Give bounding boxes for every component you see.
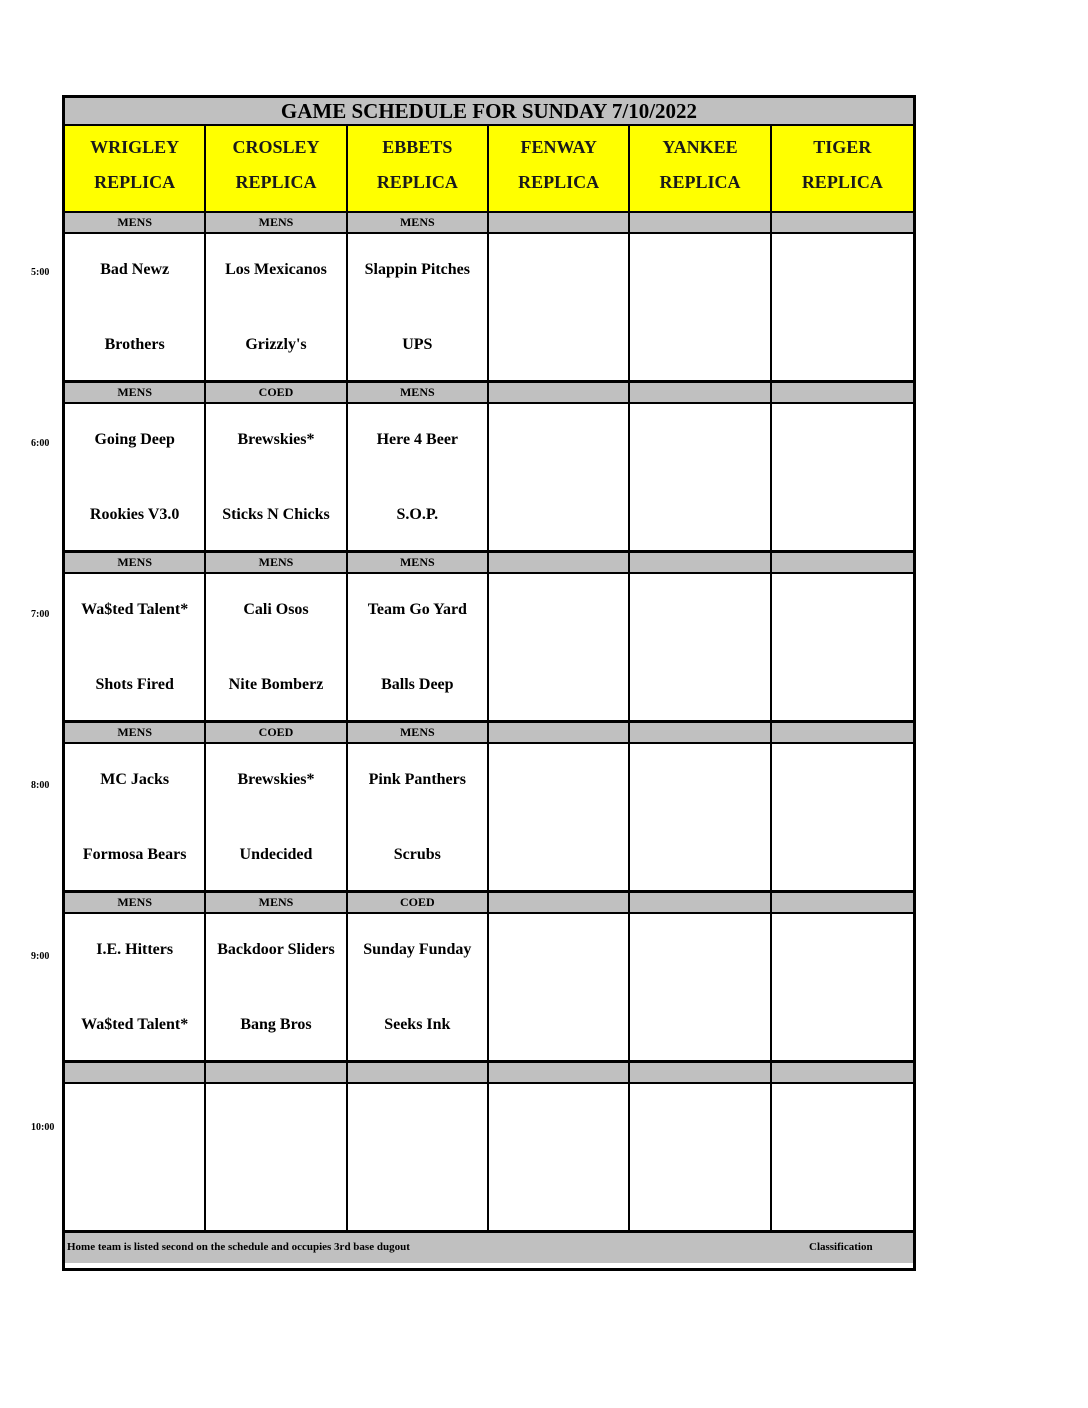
footer-note: Home team is listed second on the schedule and occupies 3rd base dugout <box>67 1241 410 1253</box>
home-team: Brothers <box>104 336 165 353</box>
time-label: 10:00 <box>31 1122 55 1133</box>
game-cell <box>489 1084 630 1233</box>
classification-cell <box>630 553 771 574</box>
classification-cell <box>772 1063 913 1084</box>
schedule-grid <box>65 98 913 1268</box>
game-cell <box>206 574 347 723</box>
game-cell <box>65 574 206 723</box>
game-cell <box>65 744 206 893</box>
away-team: Team Go Yard <box>367 601 467 618</box>
away-team: Pink Panthers <box>368 771 466 788</box>
away-team: Cali Osos <box>243 601 309 618</box>
game-cell <box>206 234 347 383</box>
time-label: 5:00 <box>31 267 50 278</box>
classification-cell: MENS <box>348 213 489 234</box>
field-name: CROSLEY <box>232 137 320 157</box>
away-team: Slappin Pitches <box>364 261 470 278</box>
classification-cell: MENS <box>65 553 206 574</box>
field-subtitle: REPLICA <box>659 172 741 192</box>
home-team: Nite Bomberz <box>228 676 324 693</box>
away-team: Bad Newz <box>100 261 170 278</box>
classification-cell: MENS <box>65 383 206 404</box>
field-header <box>206 126 347 213</box>
classification-cell <box>348 1063 489 1084</box>
game-cell <box>206 404 347 553</box>
field-subtitle: REPLICA <box>801 172 883 192</box>
schedule-title: GAME SCHEDULE FOR SUNDAY 7/10/2022 <box>65 98 913 126</box>
away-team: Wa$ted Talent* <box>81 601 189 618</box>
classification-cell <box>630 1063 771 1084</box>
field-name: FENWAY <box>520 137 597 157</box>
field-subtitle: REPLICA <box>94 172 176 192</box>
game-cell <box>772 1084 913 1233</box>
game-cell <box>206 744 347 893</box>
classification-cell <box>489 383 630 404</box>
game-cell <box>630 1084 771 1233</box>
field-name: EBBETS <box>382 137 453 157</box>
game-cell <box>65 404 206 553</box>
game-cell <box>348 744 489 893</box>
home-team: Seeks Ink <box>384 1016 451 1033</box>
field-subtitle: REPLICA <box>518 172 600 192</box>
game-cell <box>489 914 630 1063</box>
classification-cell <box>630 383 771 404</box>
game-cell <box>489 404 630 553</box>
classification-cell <box>630 723 771 744</box>
game-cell <box>772 744 913 893</box>
home-team: Grizzly's <box>245 336 307 353</box>
time-label: 9:00 <box>31 951 50 962</box>
classification-cell: MENS <box>206 553 347 574</box>
field-name: WRIGLEY <box>90 137 180 157</box>
away-team: I.E. Hitters <box>96 941 174 958</box>
game-cell <box>206 1084 347 1233</box>
home-team: Scrubs <box>393 846 441 863</box>
field-header <box>489 126 630 213</box>
classification-cell: COED <box>348 893 489 914</box>
game-cell <box>348 914 489 1063</box>
game-cell <box>348 404 489 553</box>
game-cell <box>630 744 771 893</box>
game-cell <box>630 914 771 1063</box>
game-cell <box>65 914 206 1063</box>
home-team: Shots Fired <box>95 676 174 693</box>
classification-cell: COED <box>206 383 347 404</box>
classification-cell <box>630 213 771 234</box>
classification-cell: MENS <box>206 893 347 914</box>
game-cell <box>348 1084 489 1233</box>
classification-cell: COED <box>206 723 347 744</box>
home-team: Rookies V3.0 <box>89 506 180 523</box>
game-cell <box>348 234 489 383</box>
game-cell <box>772 574 913 723</box>
game-cell <box>206 914 347 1063</box>
game-cell <box>348 574 489 723</box>
game-cell <box>65 1084 206 1233</box>
classification-cell <box>489 1063 630 1084</box>
classification-cell: MENS <box>348 723 489 744</box>
home-team: Formosa Bears <box>82 846 187 863</box>
away-team: Here 4 Beer <box>376 431 459 448</box>
classification-cell <box>489 553 630 574</box>
classification-cell <box>489 893 630 914</box>
schedule-sheet <box>62 95 916 1271</box>
classification-cell: MENS <box>348 383 489 404</box>
field-name: TIGER <box>813 137 872 157</box>
home-team: UPS <box>402 336 433 353</box>
home-team: Undecided <box>239 846 313 863</box>
time-label: 8:00 <box>31 780 50 791</box>
classification-cell <box>772 553 913 574</box>
classification-cell <box>65 1063 206 1084</box>
field-header <box>348 126 489 213</box>
field-header <box>772 126 913 213</box>
classification-cell: MENS <box>65 213 206 234</box>
classification-cell <box>772 723 913 744</box>
game-cell <box>630 574 771 723</box>
away-team: Brewskies* <box>237 771 315 788</box>
classification-cell: MENS <box>65 723 206 744</box>
time-label: 6:00 <box>31 438 50 449</box>
footer-legend: Classification <box>809 1241 873 1253</box>
classification-cell: MENS <box>206 213 347 234</box>
home-team: Bang Bros <box>240 1016 312 1033</box>
game-cell <box>772 404 913 553</box>
game-cell <box>630 404 771 553</box>
classification-cell <box>630 893 771 914</box>
classification-cell <box>772 213 913 234</box>
classification-cell: MENS <box>348 553 489 574</box>
away-team: Going Deep <box>94 431 175 448</box>
away-team: Backdoor Sliders <box>217 941 335 958</box>
home-team: Balls Deep <box>381 676 454 693</box>
classification-cell <box>489 213 630 234</box>
game-cell <box>630 234 771 383</box>
time-label: 7:00 <box>31 609 50 620</box>
field-header <box>630 126 771 213</box>
home-team: S.O.P. <box>396 506 439 523</box>
home-team: Wa$ted Talent* <box>81 1016 189 1033</box>
field-subtitle: REPLICA <box>376 172 458 192</box>
game-cell <box>772 914 913 1063</box>
classification-cell <box>206 1063 347 1084</box>
game-cell <box>772 234 913 383</box>
game-cell <box>489 744 630 893</box>
field-header <box>65 126 206 213</box>
away-team: Brewskies* <box>237 431 315 448</box>
away-team: Los Mexicanos <box>225 261 327 278</box>
field-subtitle: REPLICA <box>235 172 317 192</box>
classification-cell <box>489 723 630 744</box>
game-cell <box>65 234 206 383</box>
classification-cell <box>772 383 913 404</box>
away-team: Sunday Funday <box>363 941 472 958</box>
game-cell <box>489 574 630 723</box>
game-cell <box>489 234 630 383</box>
away-team: MC Jacks <box>100 771 170 788</box>
field-name: YANKEE <box>662 137 738 157</box>
schedule-footer <box>65 1233 913 1263</box>
classification-cell <box>772 893 913 914</box>
classification-cell: MENS <box>65 893 206 914</box>
home-team: Sticks N Chicks <box>222 506 330 523</box>
